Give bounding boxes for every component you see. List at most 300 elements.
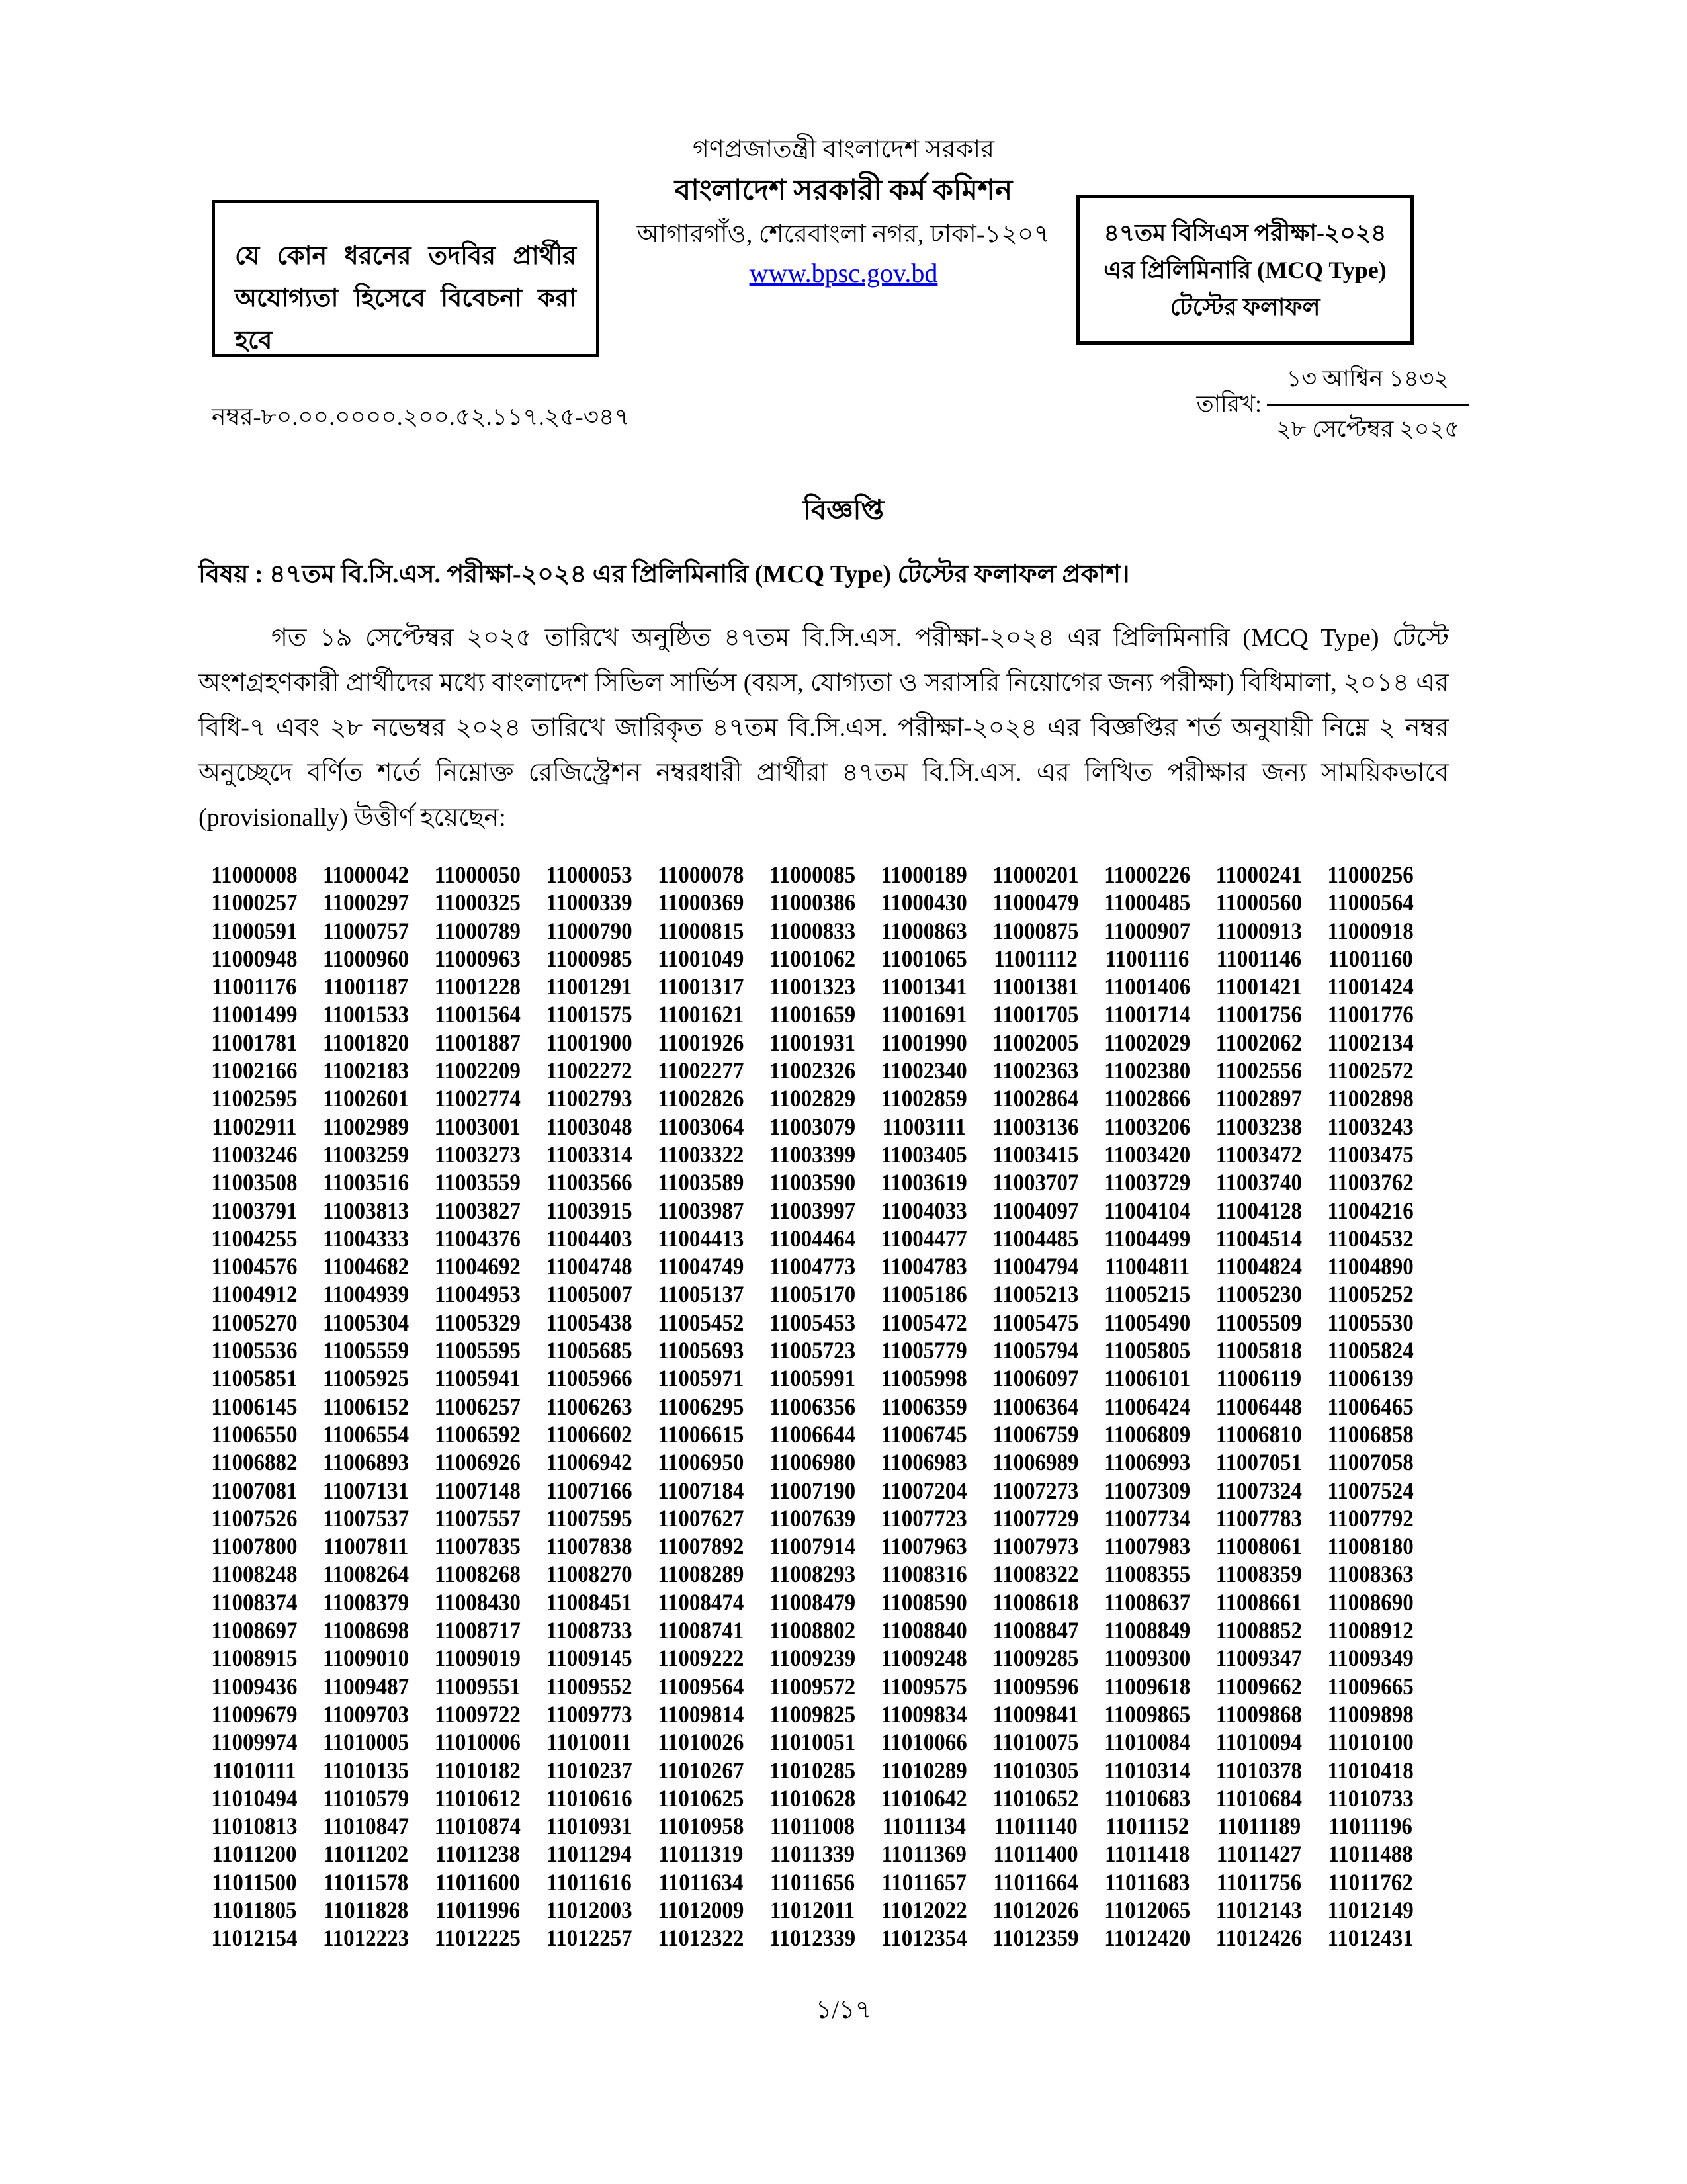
- registration-number: 11003559: [434, 1170, 521, 1196]
- registration-number: 11001776: [1327, 1002, 1414, 1028]
- registration-number: 11007811: [323, 1534, 409, 1560]
- registration-number: 11005925: [322, 1366, 410, 1392]
- registration-number: 11003206: [1104, 1114, 1191, 1141]
- registration-number: 11005170: [769, 1282, 856, 1308]
- registration-number: 11004912: [211, 1282, 298, 1308]
- registration-number: 11011488: [1328, 1841, 1413, 1868]
- registration-number: 11007892: [658, 1534, 744, 1560]
- registration-number: 11010652: [992, 1786, 1079, 1812]
- registration-number: 11000256: [1327, 862, 1414, 889]
- registration-number: 11011657: [881, 1870, 967, 1896]
- exam-title-box: ৪৭তম বিসিএস পরীক্ষা-২০২৪ এর প্রিলিমিনারি (MCQ Type) টেস্টের ফলাফল: [1076, 195, 1414, 345]
- registration-number: 11002866: [1104, 1086, 1191, 1112]
- registration-number: 11008661: [1215, 1590, 1302, 1616]
- registration-number: 11009596: [992, 1674, 1079, 1700]
- registration-number: 11006980: [769, 1450, 856, 1476]
- registration-number: 11007838: [546, 1534, 632, 1560]
- registration-number: 11006263: [546, 1394, 632, 1420]
- registration-number: 11011756: [1216, 1870, 1302, 1896]
- registration-number: 11009665: [1327, 1674, 1414, 1700]
- registration-number: 11004576: [211, 1254, 298, 1280]
- registration-number: 11010684: [1215, 1786, 1302, 1812]
- registration-number: 11010005: [322, 1729, 410, 1756]
- registration-number: 11003508: [211, 1170, 298, 1196]
- registration-number: 11002572: [1327, 1058, 1414, 1084]
- registration-number: 11005452: [658, 1310, 744, 1336]
- registration-number: 11000479: [992, 890, 1079, 916]
- registration-number: 11001341: [881, 974, 967, 1000]
- registration-number: 11006448: [1215, 1394, 1302, 1420]
- registration-number: 11010733: [1327, 1786, 1414, 1812]
- registration-number: 11009145: [546, 1645, 632, 1672]
- registration-number: 11011400: [993, 1841, 1078, 1868]
- registration-number: 11001187: [323, 974, 409, 1000]
- registration-number: 11010418: [1327, 1758, 1414, 1784]
- registration-number: 11001714: [1104, 1002, 1191, 1028]
- registration-number: 11003399: [769, 1142, 856, 1168]
- registration-number: 11002209: [434, 1058, 521, 1084]
- registration-number: 11001575: [546, 1002, 632, 1028]
- registration-number: 11006424: [1104, 1394, 1191, 1420]
- registration-number: 11010683: [1104, 1786, 1191, 1812]
- registration-number: 11000078: [658, 862, 744, 889]
- registration-number: 11006983: [881, 1450, 967, 1476]
- registration-number: 11009865: [1104, 1702, 1191, 1728]
- registration-number: 11010011: [546, 1729, 632, 1756]
- registration-number: 11008359: [1215, 1561, 1302, 1588]
- registration-number: 11001228: [434, 974, 521, 1000]
- registration-number: 11000241: [1215, 862, 1302, 889]
- registration-number: 11000042: [322, 862, 410, 889]
- registration-number: 11010847: [322, 1813, 410, 1840]
- website-link[interactable]: www.bpsc.gov.bd: [749, 258, 938, 288]
- registration-number: 11010616: [546, 1786, 632, 1812]
- notice-title: বিজ্ঞপ্তি: [802, 496, 885, 526]
- registration-number: 11004413: [658, 1226, 744, 1252]
- registration-number: 11008912: [1327, 1618, 1414, 1644]
- registration-number: 11007557: [434, 1506, 521, 1532]
- registration-number: 11002829: [769, 1086, 856, 1112]
- registration-number: 11005685: [546, 1338, 632, 1364]
- registration-number: 11001424: [1327, 974, 1414, 1000]
- registration-number: 11002774: [434, 1086, 521, 1112]
- registration-number: 11008180: [1327, 1534, 1414, 1560]
- registration-number: 11001160: [1328, 946, 1413, 973]
- registration-number: 11003740: [1215, 1170, 1302, 1196]
- registration-number: 11005536: [211, 1338, 298, 1364]
- registration-number: 11011616: [546, 1870, 632, 1896]
- registration-number: 11001049: [658, 946, 744, 973]
- registration-number: 11001406: [1104, 974, 1191, 1000]
- registration-number: 11010111: [212, 1758, 296, 1784]
- registration-number: 11008248: [211, 1561, 298, 1588]
- registration-number: 11007723: [881, 1506, 967, 1532]
- registration-number: 11005991: [769, 1366, 856, 1392]
- registration-number: 11001926: [658, 1030, 744, 1057]
- registration-number: 11002595: [211, 1086, 298, 1112]
- registration-number: 11002897: [1215, 1086, 1302, 1112]
- registration-number: 11003589: [658, 1170, 744, 1196]
- registration-number: 11002601: [322, 1086, 410, 1112]
- registration-number: 11005186: [881, 1282, 967, 1308]
- registration-number: 11003619: [881, 1170, 967, 1196]
- registration-number: 11004033: [881, 1198, 967, 1224]
- registration-number: 11009010: [322, 1645, 410, 1672]
- registration-number: 11002911: [212, 1114, 297, 1141]
- registration-number: 11004376: [434, 1226, 521, 1252]
- registration-number: 11009841: [992, 1702, 1079, 1728]
- registration-number: 11010958: [658, 1813, 744, 1840]
- registration-number: 11002989: [322, 1114, 410, 1141]
- registration-number: 11006592: [434, 1422, 521, 1448]
- government-line: গণপ্রজাতন্ত্রী বাংলাদেশ সরকার: [692, 136, 995, 163]
- registration-number: 11000815: [658, 918, 744, 945]
- registration-number: 11006550: [211, 1422, 298, 1448]
- registration-number: 11001621: [658, 1002, 744, 1028]
- registration-number: 11000591: [211, 918, 298, 945]
- registration-number: 11005472: [881, 1310, 967, 1336]
- registration-number: 11007973: [992, 1534, 1079, 1560]
- registration-number: 11007914: [769, 1534, 856, 1560]
- registration-number: 11008915: [211, 1645, 298, 1672]
- registration-number: 11000430: [881, 890, 967, 916]
- registration-number: 11012359: [992, 1925, 1079, 1952]
- registration-number: 11001820: [322, 1030, 410, 1057]
- registration-number: 11003314: [546, 1142, 632, 1168]
- registration-number: 11003791: [211, 1198, 298, 1224]
- registration-number: 11011427: [1216, 1841, 1302, 1868]
- registration-number: 11005805: [1104, 1338, 1191, 1364]
- registration-number: 11009552: [546, 1674, 632, 1700]
- registration-number: 11007081: [211, 1478, 298, 1504]
- registration-number: 11005723: [769, 1338, 856, 1364]
- registration-number: 11004477: [881, 1226, 967, 1252]
- registration-number: 11000386: [769, 890, 856, 916]
- registration-number: 11010931: [546, 1813, 632, 1840]
- registration-number: 11000789: [434, 918, 521, 945]
- registration-number: 11004953: [434, 1282, 521, 1308]
- registration-number: 11005941: [434, 1366, 521, 1392]
- registration-number: 11004216: [1327, 1198, 1414, 1224]
- registration-number: 11010625: [658, 1786, 744, 1812]
- registration-number: 11010182: [434, 1758, 521, 1784]
- registration-number: 11011319: [658, 1841, 744, 1868]
- registration-number: 11011008: [769, 1813, 855, 1840]
- body-paragraph: গত ১৯ সেপ্টেম্বর ২০২৫ তারিখে অনুষ্ঠিত ৪৭তম বি.সি.এস. পরীক্ষা-২০২৪ এর প্রিলিমিনারি (MCQ Type) টেস্টে অংশগ্রহণকারী প্রার্থীদের মধ্যে বাংলাদেশ সিভিল সার্ভিস (বয়স, যোগ্যতা ও সরাসরি নিয়োগের জন্য পরীক্ষা) বিধিমালা, ২০১৪ এর বিধি-৭ এবং ২৮ নভেম্বর ২০২৪ তারিখে জারিকৃত ৪৭তম বি.সি.এস. পরীক্ষা-২০২৪ এর বিজ্ঞপ্তির শর্ত অনুযায়ী নিম্নে ২ নম্বর অনুচ্ছেদে বর্ণিত শর্তে নিম্নোক্ত রেজিস্ট্রেশন নম্বরধারী প্রার্থীরা ৪৭তম বি.সি.এস. এর লিখিত পরীক্ষার জন্য সাময়িকভাবে (provisionally) উত্তীর্ণ হয়েছেন:: [198, 624, 1449, 832]
- date-label: তারিখ:: [1196, 391, 1262, 417]
- registration-number: 11007204: [881, 1478, 967, 1504]
- registration-number: 11010066: [881, 1729, 967, 1756]
- registration-number: 11005304: [322, 1310, 410, 1336]
- registration-number: 11010084: [1104, 1729, 1191, 1756]
- registration-number: 11007309: [1104, 1478, 1191, 1504]
- registration-number: 11004794: [992, 1254, 1079, 1280]
- registration-number: 11008451: [546, 1590, 632, 1616]
- registration-number: 11004485: [992, 1226, 1079, 1252]
- registration-number: 11001564: [434, 1002, 521, 1028]
- registration-number: 11012225: [434, 1925, 521, 1952]
- registration-number: 11005438: [546, 1310, 632, 1336]
- registration-number: 11005509: [1215, 1310, 1302, 1336]
- registration-number: 11005559: [322, 1338, 410, 1364]
- registration-number: 11009834: [881, 1702, 967, 1728]
- registration-number: 11010289: [881, 1758, 967, 1784]
- registration-number: 11003243: [1327, 1114, 1414, 1141]
- registration-number: 11009349: [1327, 1645, 1414, 1672]
- registration-number: 11001176: [212, 974, 297, 1000]
- registration-number: 11010026: [658, 1729, 744, 1756]
- registration-number: 11003590: [769, 1170, 856, 1196]
- registration-number: 11002556: [1215, 1058, 1302, 1084]
- registration-number: 11008264: [322, 1561, 410, 1588]
- registration-number: 11009974: [211, 1729, 298, 1756]
- registration-number: 11006145: [211, 1394, 298, 1420]
- registration-number: 11004499: [1104, 1226, 1191, 1252]
- registration-number: 11004403: [546, 1226, 632, 1252]
- registration-number: 11006139: [1327, 1366, 1414, 1392]
- registration-number: 11003111: [882, 1114, 966, 1141]
- registration-number: 11003238: [1215, 1114, 1302, 1141]
- registration-number: 11000226: [1104, 862, 1191, 889]
- registration-number: 11005270: [211, 1310, 298, 1336]
- registration-number: 11006097: [992, 1366, 1079, 1392]
- registration-number: 11007537: [322, 1506, 410, 1532]
- registration-number: 11008363: [1327, 1561, 1414, 1588]
- registration-number: 11002363: [992, 1058, 1079, 1084]
- registration-number: 11001317: [658, 974, 744, 1000]
- registration-number: 11011200: [212, 1841, 297, 1868]
- registration-number: 11009722: [434, 1702, 521, 1728]
- date-fraction: [1267, 361, 1469, 450]
- registration-number: 11008698: [322, 1618, 410, 1644]
- registration-number: 11001323: [769, 974, 856, 1000]
- registration-number: 11004748: [546, 1254, 632, 1280]
- registration-number: 11000053: [546, 862, 632, 889]
- registration-number: 11006950: [658, 1450, 744, 1476]
- registration-number: 11003246: [211, 1142, 298, 1168]
- registration-number: 11001659: [769, 1002, 856, 1028]
- registration-number: 11005215: [1104, 1282, 1191, 1308]
- registration-number: 11009825: [769, 1702, 856, 1728]
- registration-number: 11001900: [546, 1030, 632, 1057]
- registration-number: 11001062: [769, 946, 856, 973]
- registration-number: 11009019: [434, 1645, 521, 1672]
- registration-number: 11002062: [1215, 1030, 1302, 1057]
- registration-number: 11004783: [881, 1254, 967, 1280]
- registration-number: 11006465: [1327, 1394, 1414, 1420]
- registration-number: 11007058: [1327, 1450, 1414, 1476]
- registration-number: 11009551: [434, 1674, 521, 1700]
- registration-number: 11003079: [769, 1114, 856, 1141]
- registration-number: 11009222: [658, 1645, 744, 1672]
- registration-number: 11007324: [1215, 1478, 1302, 1504]
- registration-number: 11010874: [434, 1813, 521, 1840]
- registration-number: 11000257: [211, 890, 298, 916]
- registration-number: 11008590: [881, 1590, 967, 1616]
- registration-number: 11005779: [881, 1338, 967, 1364]
- registration-number: 11002277: [658, 1058, 744, 1084]
- registration-number: 11005693: [658, 1338, 744, 1364]
- registration-number: 11002183: [322, 1058, 410, 1084]
- registration-number: 11000050: [434, 862, 521, 889]
- registration-number: 11005490: [1104, 1310, 1191, 1336]
- registration-number: 11012143: [1215, 1898, 1302, 1924]
- registration-number: 11006989: [992, 1450, 1079, 1476]
- registration-number: 11002380: [1104, 1058, 1191, 1084]
- registration-number: 11011996: [435, 1898, 520, 1924]
- registration-number: 11012257: [546, 1925, 632, 1952]
- commission-line: বাংলাদেশ সরকারী কর্ম কমিশন: [674, 174, 1013, 206]
- registration-number: 11000833: [769, 918, 856, 945]
- registration-number: 11000918: [1327, 918, 1414, 945]
- registration-number: 11011140: [994, 1813, 1078, 1840]
- registration-number: 11007524: [1327, 1478, 1414, 1504]
- registration-number: 11007800: [211, 1534, 298, 1560]
- registration-number: 11002166: [211, 1058, 298, 1084]
- registration-number: 11003259: [322, 1142, 410, 1168]
- registration-number: 11007963: [881, 1534, 967, 1560]
- registration-number: 11006745: [881, 1422, 967, 1448]
- registration-number: 11010378: [1215, 1758, 1302, 1784]
- registration-number: 11012354: [881, 1925, 967, 1952]
- page-number: ১/১৭: [815, 1996, 872, 2024]
- registration-number: 11008355: [1104, 1561, 1191, 1588]
- registration-number: 11009487: [322, 1674, 410, 1700]
- registration-number: 11006356: [769, 1394, 856, 1420]
- registration-number: 11005137: [658, 1282, 744, 1308]
- registration-number: 11012149: [1327, 1898, 1414, 1924]
- registration-number: 11003405: [881, 1142, 967, 1168]
- registration-number: 11002272: [546, 1058, 632, 1084]
- registration-number: 11000985: [546, 946, 632, 973]
- registration-number: 11006554: [322, 1422, 410, 1448]
- registration-number: 11009285: [992, 1645, 1079, 1672]
- registration-number: 11012426: [1215, 1925, 1302, 1952]
- registration-number: 11009679: [211, 1702, 298, 1728]
- registration-number: 11011369: [881, 1841, 967, 1868]
- registration-number: 11007595: [546, 1506, 632, 1532]
- registration-number: 11009814: [658, 1702, 744, 1728]
- registration-number: 11006882: [211, 1450, 298, 1476]
- registration-number: 11004749: [658, 1254, 744, 1280]
- registration-number: 11000297: [322, 890, 410, 916]
- registration-number: 11009436: [211, 1674, 298, 1700]
- registration-number: 11001116: [1105, 946, 1190, 973]
- registration-number: 11006602: [546, 1422, 632, 1448]
- registration-number: 11011196: [1328, 1813, 1412, 1840]
- registration-number: 11001990: [881, 1030, 967, 1057]
- registration-number: 11001887: [434, 1030, 521, 1057]
- registration-number: 11007983: [1104, 1534, 1191, 1560]
- registration-number: 11006119: [1216, 1366, 1302, 1392]
- registration-number: 11008852: [1215, 1618, 1302, 1644]
- registration-number: 11005007: [546, 1282, 632, 1308]
- registration-number: 11012026: [992, 1898, 1079, 1924]
- registration-number: 11002326: [769, 1058, 856, 1084]
- registration-number: 11008741: [658, 1618, 744, 1644]
- registration-number: 11007734: [1104, 1506, 1191, 1532]
- registration-number: 11000201: [992, 862, 1079, 889]
- registration-number: 11011600: [435, 1870, 520, 1896]
- registration-number: 11009572: [769, 1674, 856, 1700]
- registration-number: 11008270: [546, 1561, 632, 1588]
- address-line: আগারগাঁও, শেরেবাংলা নগর, ঢাকা-১২০৭: [636, 220, 1051, 248]
- subject-line: বিষয় : ৪৭তম বি.সি.এস. পরীক্ষা-২০২৪ এর প্রিলিমিনারি (MCQ Type) টেস্টের ফলাফল প্রকাশ।: [198, 560, 1130, 588]
- registration-number: 11006615: [658, 1422, 744, 1448]
- registration-number: 11009898: [1327, 1702, 1414, 1728]
- registration-number: 11012003: [546, 1898, 632, 1924]
- registration-number: 11006858: [1327, 1422, 1414, 1448]
- registration-number: 11005213: [992, 1282, 1079, 1308]
- registration-number: 11008322: [992, 1561, 1079, 1588]
- registration-number: 11008690: [1327, 1590, 1414, 1616]
- registration-number: 11007184: [658, 1478, 744, 1504]
- registration-number: 11008379: [322, 1590, 410, 1616]
- registration-number: 11009662: [1215, 1674, 1302, 1700]
- registration-number: 11011634: [658, 1870, 744, 1896]
- registration-number: 11004104: [1104, 1198, 1191, 1224]
- registration-number: 11010813: [211, 1813, 298, 1840]
- registration-number: 11008479: [769, 1590, 856, 1616]
- registration-number: 11010285: [769, 1758, 856, 1784]
- date-gregorian: ২৮ সেপ্টেম্বর ২০২৫: [1276, 416, 1459, 442]
- registration-number: 11011152: [1105, 1813, 1190, 1840]
- registration-number: 11000960: [322, 946, 410, 973]
- registration-number: 11001499: [211, 1002, 298, 1028]
- registration-number: 11003001: [434, 1114, 521, 1141]
- registration-number: 11003064: [658, 1114, 744, 1141]
- registration-number: 11001756: [1215, 1002, 1302, 1028]
- registration-number: 11009347: [1215, 1645, 1302, 1672]
- registration-number: 11009564: [658, 1674, 744, 1700]
- registration-number: 11006942: [546, 1450, 632, 1476]
- registration-number: 11010612: [434, 1786, 521, 1812]
- registration-number: 11000948: [211, 946, 298, 973]
- registration-number: 11004532: [1327, 1226, 1414, 1252]
- registration-number: 11005794: [992, 1338, 1079, 1364]
- registration-number: 11008293: [769, 1561, 856, 1588]
- registration-number: 11005824: [1327, 1338, 1414, 1364]
- registration-number: 11003762: [1327, 1170, 1414, 1196]
- registration-number: 11002859: [881, 1086, 967, 1112]
- registration-number: 11006295: [658, 1394, 744, 1420]
- registration-number: 11011294: [546, 1841, 632, 1868]
- registration-number: 11008289: [658, 1561, 744, 1588]
- registration-number: 11003322: [658, 1142, 744, 1168]
- registration-number: 11005453: [769, 1310, 856, 1336]
- registration-number: 11012431: [1327, 1925, 1414, 1952]
- registration-number: 11011656: [769, 1870, 855, 1896]
- registration-number: 11009868: [1215, 1702, 1302, 1728]
- registration-number: 11011828: [323, 1898, 409, 1924]
- registration-number: 11000564: [1327, 890, 1414, 916]
- registration-number: 11002134: [1327, 1030, 1414, 1057]
- registration-number: 11011578: [323, 1870, 409, 1896]
- registration-number: 11007131: [322, 1478, 410, 1504]
- registration-number: 11003472: [1215, 1142, 1302, 1168]
- registration-number: 11011238: [435, 1841, 520, 1868]
- registration-number: 11011189: [1217, 1813, 1301, 1840]
- registration-number: 11012223: [322, 1925, 410, 1952]
- registration-number: 11008733: [546, 1618, 632, 1644]
- registration-number: 11000325: [434, 890, 521, 916]
- registration-number: 11008268: [434, 1561, 521, 1588]
- registration-number: 11008618: [992, 1590, 1079, 1616]
- registration-number: 11005818: [1215, 1338, 1302, 1364]
- registration-number: 11004811: [1104, 1254, 1190, 1280]
- registration-number: 11011134: [882, 1813, 966, 1840]
- registration-number: 11009575: [881, 1674, 967, 1700]
